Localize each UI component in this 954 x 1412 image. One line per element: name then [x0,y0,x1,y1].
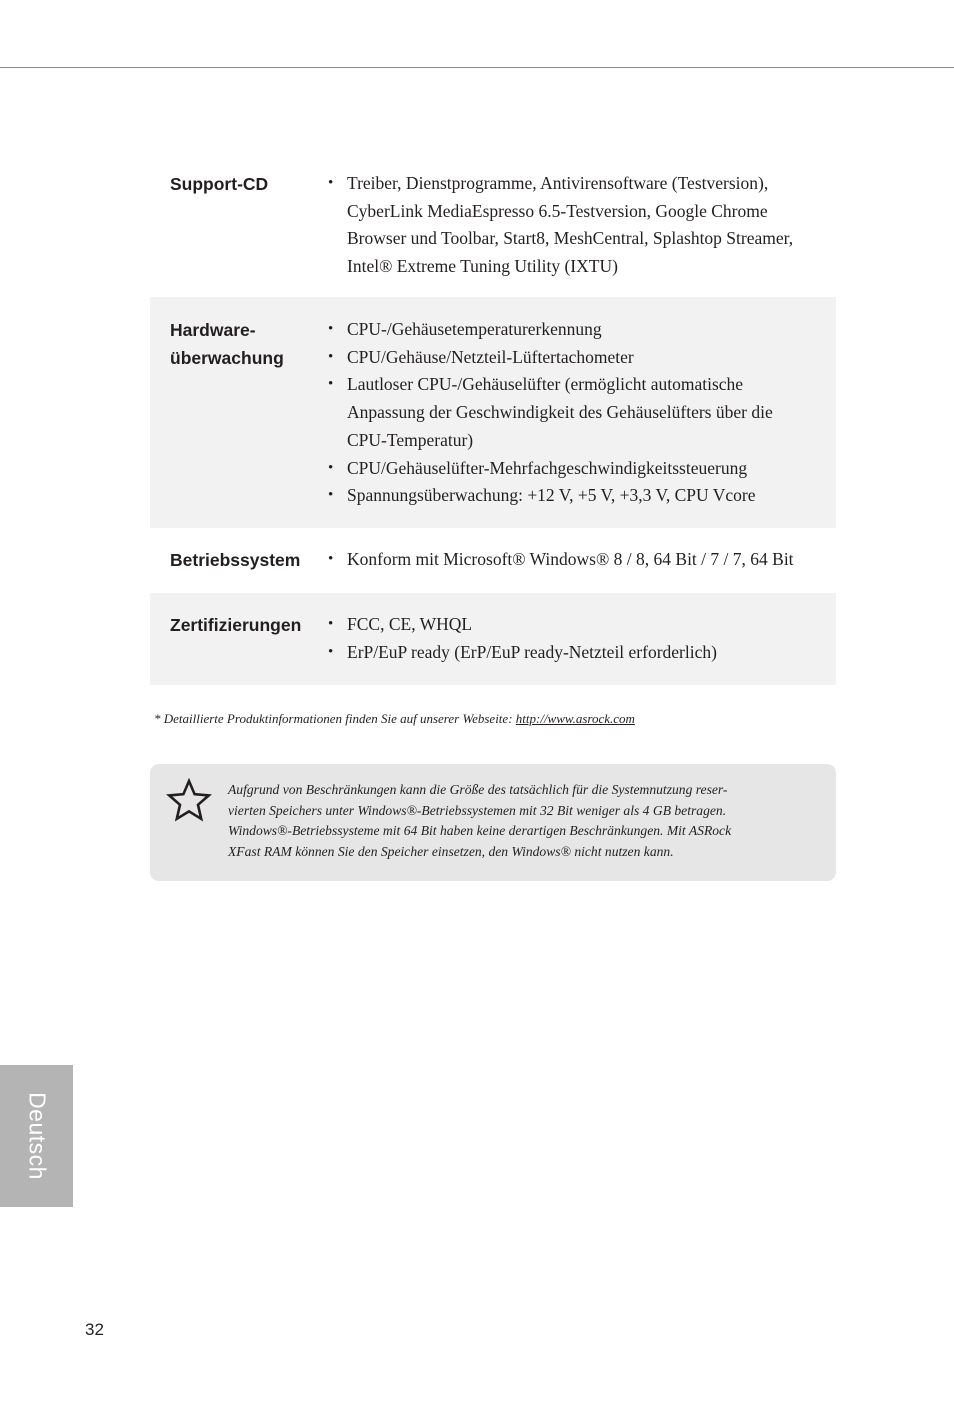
footnote [154,709,635,729]
language-label: Deutsch [24,1092,50,1180]
star-outline-icon [166,778,212,824]
spec-item-line: • FCC, CE, WHQL [347,614,473,634]
note-line: XFast RAM können Sie den Speicher einsetzen, den Windows® nicht nutzen kann. [228,843,674,859]
spec-item [328,546,836,574]
spec-item-line: CyberLink MediaEspresso 6.5-Testversion, Google Chrome [347,200,768,221]
spec-label [150,316,328,528]
spec-row-support-cd [150,166,836,297]
spec-label-line: Betriebssystem [170,550,301,570]
spec-list [328,170,836,297]
spec-item-line: CPU-Temperatur) [347,429,474,450]
spec-item [328,639,836,667]
spec-item-line: • ErP/EuP ready (ErP/EuP ready-Netzteil erforderlich) [347,641,717,662]
spec-label-line: Zertifizierungen [170,615,302,635]
spec-list [328,316,836,528]
spec-item-line: Intel® Extreme Tuning Utility (IXTU) [347,256,618,277]
spec-item [328,611,836,639]
spec-list [328,611,836,685]
spec-row-operating-system [150,528,836,593]
spec-item [328,371,836,454]
spec-item-line: • Lautloser CPU-/Gehäuselüfter (ermöglicht automatische [347,374,744,395]
note-line: Aufgrund von Beschränkungen kann die Größe des tatsächlich für die Systemnutzung reser- [228,782,728,797]
spec-item-line: Browser und Toolbar, Start8, MeshCentral, Splashtop Streamer, [347,228,794,249]
website-link[interactable]: http://www.asrock.com [515,711,635,726]
note-text [228,780,788,862]
spec-label [150,546,328,593]
spec-item-line: • Treiber, Dienstprogramme, Antivirensoftware (Testversion), [347,173,769,193]
page-number: 32 [85,1320,104,1339]
header-rule [0,67,954,68]
spec-row-hardware-monitoring [150,297,836,528]
spec-label-line: Hardware- [170,320,256,340]
spec-item [328,482,836,510]
spec-item [328,455,836,483]
spec-item-line: • CPU/Gehäuselüfter-Mehrfachgeschwindigkeitssteuerung [347,457,748,478]
note-line: Windows®-Betriebssysteme mit 64 Bit haben keine derartigen Beschränkungen. Mit ASRock [228,823,732,838]
spec-item [328,344,836,372]
spec-label [150,611,328,685]
footnote-text: * Detaillierte Produktinformationen finden Sie auf unserer Webseite: [154,711,516,726]
spec-label [150,170,328,297]
spec-table [150,166,836,685]
spec-item [328,170,836,281]
spec-item-line: • Spannungsüberwachung: +12 V, +5 V, +3,3 V, CPU Vcore [347,485,756,506]
language-side-tab [0,1065,73,1207]
spec-item [328,316,836,344]
spec-item-line: • Konform mit Microsoft® Windows® 8 / 8, 64 Bit / 7 / 7, 64 Bit [347,549,794,569]
note-box [150,764,836,881]
spec-item-line: Anpassung der Geschwindigkeit des Gehäuselüfters über die [347,402,773,423]
note-line: vierten Speichers unter Windows®-Betriebssystemen mit 32 Bit weniger als 4 GB betragen. [228,802,727,818]
spec-label-line: Support-CD [170,174,269,194]
spec-row-certifications [150,593,836,685]
spec-item-line: • CPU-/Gehäusetemperaturerkennung [347,319,602,339]
spec-list [328,546,836,593]
spec-item-line: • CPU/Gehäuse/Netzteil-Lüftertachometer [347,346,634,367]
spec-label-line: überwachung [170,348,284,368]
